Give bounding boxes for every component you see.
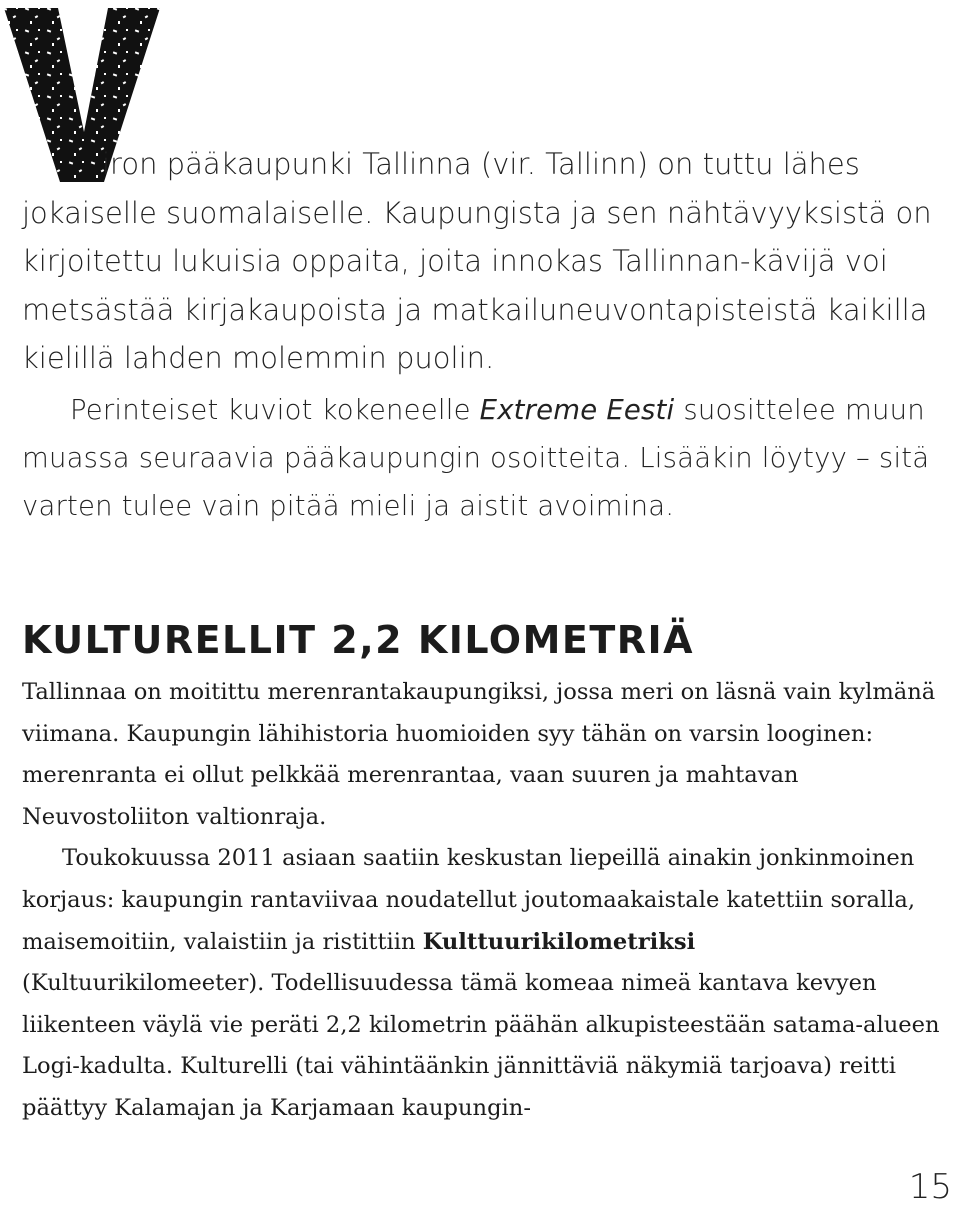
body-paragraph-1: Tallinnaa on moitittu merenrantakaupungiksi, jossa meri on läsnä vain kylmänä viimana. Kaupungin lähihistoria huomioiden syy tähän on varsin looginen: merenranta ei ollut pelkkää merenrantaa, vaan suuren ja mahtavan Neuvostoliiton valtionraja. bbox=[22, 679, 936, 830]
page-number: 15 bbox=[908, 1167, 952, 1207]
intro-paragraph-2: Perinteiset kuviot kokeneelle Extreme Eesti suosittelee muun muassa seuraavia pääkaupungin osoitteita. Lisääkin löytyy – sitä varten tulee vain pitää mieli ja aistit avoimina. bbox=[22, 393, 930, 522]
section-body bbox=[22, 672, 942, 1130]
intro-line: iron pääkaupunki Tallinna (vir. Tallinn) on tuttu lähes bbox=[102, 147, 860, 181]
intro-text bbox=[22, 140, 942, 530]
magazine-title: Extreme Eesti bbox=[479, 393, 675, 426]
intro-line: kielillä lahden molemmin puolin. bbox=[22, 341, 495, 375]
highlight-name: Kulttuurikilometriksi bbox=[422, 928, 696, 955]
intro-line: metsästää kirjakaupoista ja matkailuneuvontapisteistä kaikilla bbox=[22, 292, 928, 327]
intro-line: jokaiselle suomalaiselle. Kaupungista ja sen nähtävyyksistä on bbox=[22, 195, 932, 230]
intro-line: kirjoitettu lukuisia oppaita, joita innokas Tallinnan-kävijä voi bbox=[22, 244, 888, 278]
intro-paragraph-1 bbox=[22, 140, 942, 383]
section-heading: KULTURELLIT 2,2 KILOMETRIÄ bbox=[22, 618, 695, 662]
body-paragraph-2: Toukokuussa 2011 asiaan saatiin keskustan liepeillä ainakin jonkinmoinen korjaus: kaupungin rantaviivaa noudatellut joutomaakaistale katettiin soralla, maisemoitiin, valaistiin ja ristittiin Kulttuurikilometriksi (Kultuurikilomeeter). Todellisuudessa tämä komeaa nimeä kantava kevyen liikenteen väylä vie peräti 2,2 kilometrin päähän alkupisteestään satama-alueen Logi-kadulta. Kulturelli (tai vähintäänkin jännittäviä näkymiä tarjoava) reitti päättyy Kalamajan ja Karjamaan kaupungin- bbox=[22, 845, 940, 1121]
